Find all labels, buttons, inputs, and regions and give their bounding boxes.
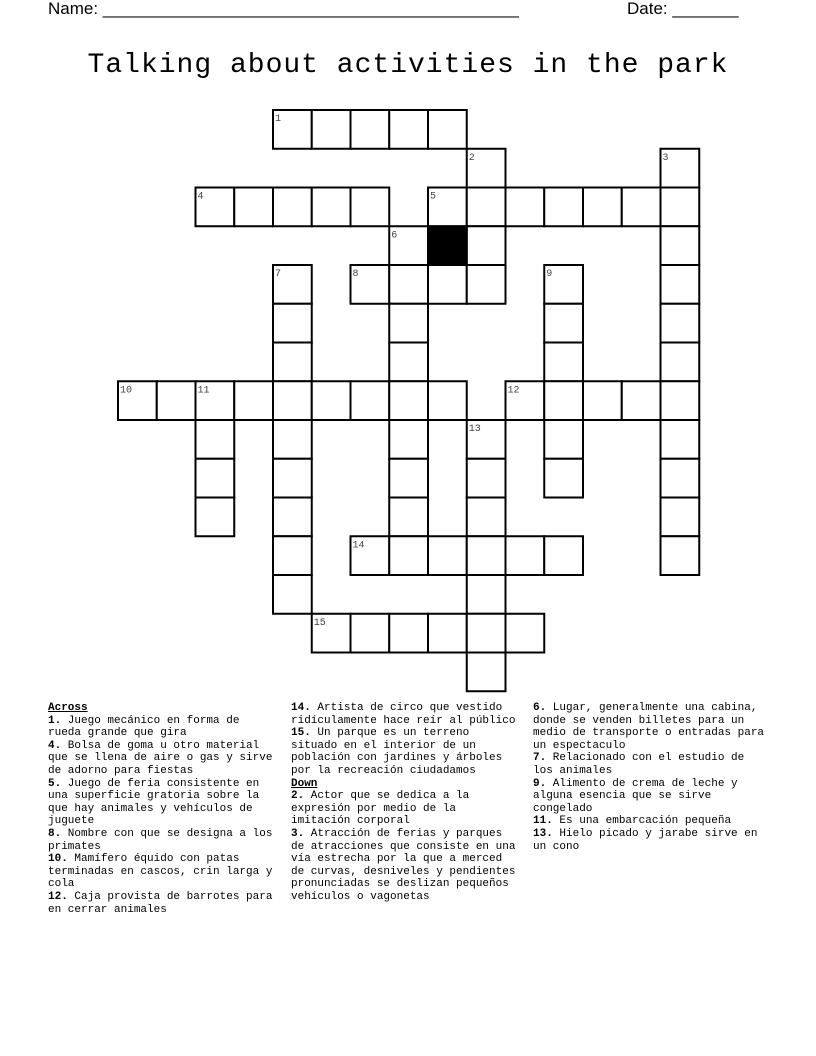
grid-cell[interactable] [467, 536, 506, 575]
grid-cell[interactable] [351, 188, 390, 227]
grid-cell[interactable] [196, 459, 235, 498]
grid-cell[interactable] [389, 265, 428, 304]
grid-cell[interactable] [544, 188, 583, 227]
grid-cell[interactable] [467, 498, 506, 537]
clues-column-middle [291, 702, 519, 904]
clue-number: 6. [533, 702, 547, 714]
grid-cell[interactable] [351, 110, 390, 149]
grid-cell[interactable] [467, 575, 506, 614]
clue-text: Un parque es un terreno situado en el interior de un población con jardines y árboles por la recreación ciudadamos [291, 727, 503, 777]
grid-cell[interactable] [428, 614, 467, 653]
grid-cell[interactable] [583, 381, 622, 420]
clue-number-label: 12 [507, 385, 520, 397]
grid-cell[interactable] [157, 381, 196, 420]
clue-number: 13. [533, 827, 553, 840]
clue-number: 8. [48, 827, 62, 840]
clue-text: Es una embarcación pequeña [552, 815, 732, 828]
clue-text: Mamífero équido con patas terminadas en cascos, crin larga y cola [48, 853, 273, 891]
clue-number-label: 2 [468, 152, 475, 164]
grid-cell[interactable] [234, 381, 273, 420]
clue-text: Nombre con que se designa a los primates [48, 827, 273, 853]
grid-cell[interactable] [389, 381, 428, 420]
grid-cell[interactable] [467, 265, 506, 304]
grid-cell[interactable] [467, 614, 506, 653]
clue-number-label: 1 [275, 114, 282, 125]
clue-text: Atracción de ferias y parques de atracciones que consiste en una vía estrecha por la que a merced de curvas, desniveles y pendientes pronunciadas se deslizan pequeños vehículos o vagonetas [291, 827, 516, 903]
clue-number-label: 10 [120, 385, 133, 397]
clue-number-label: 6 [391, 230, 398, 242]
grid-cell[interactable] [389, 304, 428, 343]
clue-number-label: 13 [468, 424, 481, 435]
grid-cell[interactable] [661, 536, 700, 575]
clue-item [533, 752, 765, 777]
clue-section-heading: Across [48, 702, 88, 714]
clue-number-label: 7 [275, 269, 282, 280]
clue-item [291, 828, 519, 904]
clue-number-label: 5 [430, 191, 437, 203]
clue-number: 2. [291, 790, 305, 803]
clue-number-label: 8 [352, 269, 359, 280]
clue-item [291, 727, 519, 777]
grid-cell[interactable] [389, 614, 428, 653]
grid-cell[interactable] [389, 110, 428, 149]
clue-item [533, 828, 765, 853]
clue-item [533, 815, 765, 828]
page-title: Talking about activities in the park [87, 50, 729, 81]
grid-cell[interactable] [544, 459, 583, 498]
grid-cell[interactable] [467, 653, 506, 692]
grid-cell[interactable] [506, 536, 545, 575]
grid-cell[interactable] [428, 265, 467, 304]
clue-text: Alimento de crema de leche y alguna esencia que se sirve congelado [533, 777, 738, 815]
grid-cell[interactable] [661, 420, 700, 459]
date-field-label[interactable]: Date: _______ [627, 0, 739, 18]
clue-text: Lugar, generalmente una cabina, donde se venden billetes para un medio de transporte o entradas para un espectaculo [533, 702, 765, 752]
clue-section-heading: Down [291, 777, 318, 790]
grid-cell[interactable] [428, 381, 467, 420]
clue-item [48, 891, 273, 916]
clue-text: Bolsa de goma u otro material que se llena de aire o gas y sirve de adorno para fiestas [48, 739, 273, 777]
clue-number: 10. [48, 853, 68, 866]
clue-text: Artista de circo que vestido ridículamente hace reír al público [291, 702, 516, 727]
grid-cell[interactable] [273, 188, 312, 227]
clue-item [291, 790, 519, 828]
clue-number: 15. [291, 727, 311, 740]
clue-number: 3. [291, 827, 305, 840]
clue-text: Relacionado con el estudio de los animales [533, 752, 745, 777]
grid-cell[interactable] [273, 498, 312, 537]
grid-cell[interactable] [428, 110, 467, 149]
clue-text: Juego de feria consistente en una superficie gratoria sobre la que hay animales y vehículos de juguete [48, 777, 260, 828]
grid-cell[interactable] [661, 381, 700, 420]
clue-number-label: 9 [546, 269, 553, 280]
grid-cell[interactable] [467, 459, 506, 498]
grid-cell[interactable] [273, 575, 312, 614]
grid-cell[interactable] [544, 381, 583, 420]
clue-item [48, 778, 273, 828]
grid-cell[interactable] [506, 188, 545, 227]
clue-number: 1. [48, 714, 62, 727]
clue-number: 12. [48, 890, 68, 903]
clue-text: Juego mecánico en forma de rueda grande que gira [48, 714, 240, 740]
grid-cell[interactable] [661, 188, 700, 227]
grid-cell[interactable] [273, 381, 312, 420]
clue-number: 9. [533, 777, 547, 790]
grid-cell[interactable] [273, 420, 312, 459]
clue-number: 4. [48, 739, 62, 752]
grid-cell[interactable] [389, 459, 428, 498]
grid-cell[interactable] [196, 420, 235, 459]
grid-cell[interactable] [351, 614, 390, 653]
grid-cell[interactable] [312, 188, 351, 227]
grid-cell[interactable] [661, 343, 700, 382]
grid-cell[interactable] [312, 381, 351, 420]
grid-cell[interactable] [196, 498, 235, 537]
grid-cell[interactable] [351, 381, 390, 420]
grid-cell[interactable] [312, 110, 351, 149]
grid-cell[interactable] [389, 343, 428, 382]
grid-cell[interactable] [661, 459, 700, 498]
grid-cell[interactable] [661, 265, 700, 304]
clue-item [48, 853, 273, 891]
grid-cell[interactable] [544, 536, 583, 575]
clue-number-label: 11 [197, 385, 210, 397]
clue-text: Caja provista de barrotes para en cerrar animales [48, 890, 273, 916]
clues-column-right [533, 702, 765, 853]
clue-number-label: 14 [352, 540, 365, 552]
clue-number-label: 15 [313, 617, 326, 629]
grid-cell[interactable] [273, 304, 312, 343]
grid-cell[interactable] [467, 226, 506, 265]
grid-cell[interactable] [544, 304, 583, 343]
clue-number: 7. [533, 752, 547, 765]
grid-cell[interactable] [389, 536, 428, 575]
black-cell [428, 226, 467, 265]
grid-cell[interactable] [389, 420, 428, 459]
grid-cell[interactable] [583, 188, 622, 227]
clues-column-left [48, 702, 273, 916]
grid-cell[interactable] [544, 420, 583, 459]
clue-number-label: 4 [197, 191, 204, 203]
grid-cell[interactable] [273, 459, 312, 498]
grid-cell[interactable] [273, 536, 312, 575]
grid-cell[interactable] [389, 498, 428, 537]
grid-cell[interactable] [661, 304, 700, 343]
grid-cell[interactable] [661, 226, 700, 265]
clue-item [48, 828, 273, 853]
grid-cell[interactable] [544, 343, 583, 382]
grid-cell[interactable] [273, 343, 312, 382]
grid-cell[interactable] [467, 188, 506, 227]
clue-text: Hielo picado y jarabe sirve en un cono [533, 827, 758, 853]
clue-item [533, 778, 765, 816]
clue-item [48, 740, 273, 778]
name-field-label[interactable]: Name: ____________________________________________ [48, 0, 519, 18]
clue-number: 14. [291, 702, 311, 714]
clue-number: 5. [48, 777, 62, 790]
clue-item [48, 715, 273, 740]
clue-item [533, 702, 765, 752]
grid-cell[interactable] [506, 614, 545, 653]
grid-cell[interactable] [661, 498, 700, 537]
grid-cell[interactable] [622, 381, 661, 420]
clue-text: Actor que se dedica a la expresión por medio de la imitación corporal [291, 790, 470, 828]
clue-number: 11. [533, 815, 553, 828]
grid-cell[interactable] [622, 188, 661, 227]
grid-cell[interactable] [234, 188, 273, 227]
clue-item [291, 702, 519, 727]
clue-number-label: 3 [662, 152, 669, 164]
grid-cell[interactable] [428, 536, 467, 575]
